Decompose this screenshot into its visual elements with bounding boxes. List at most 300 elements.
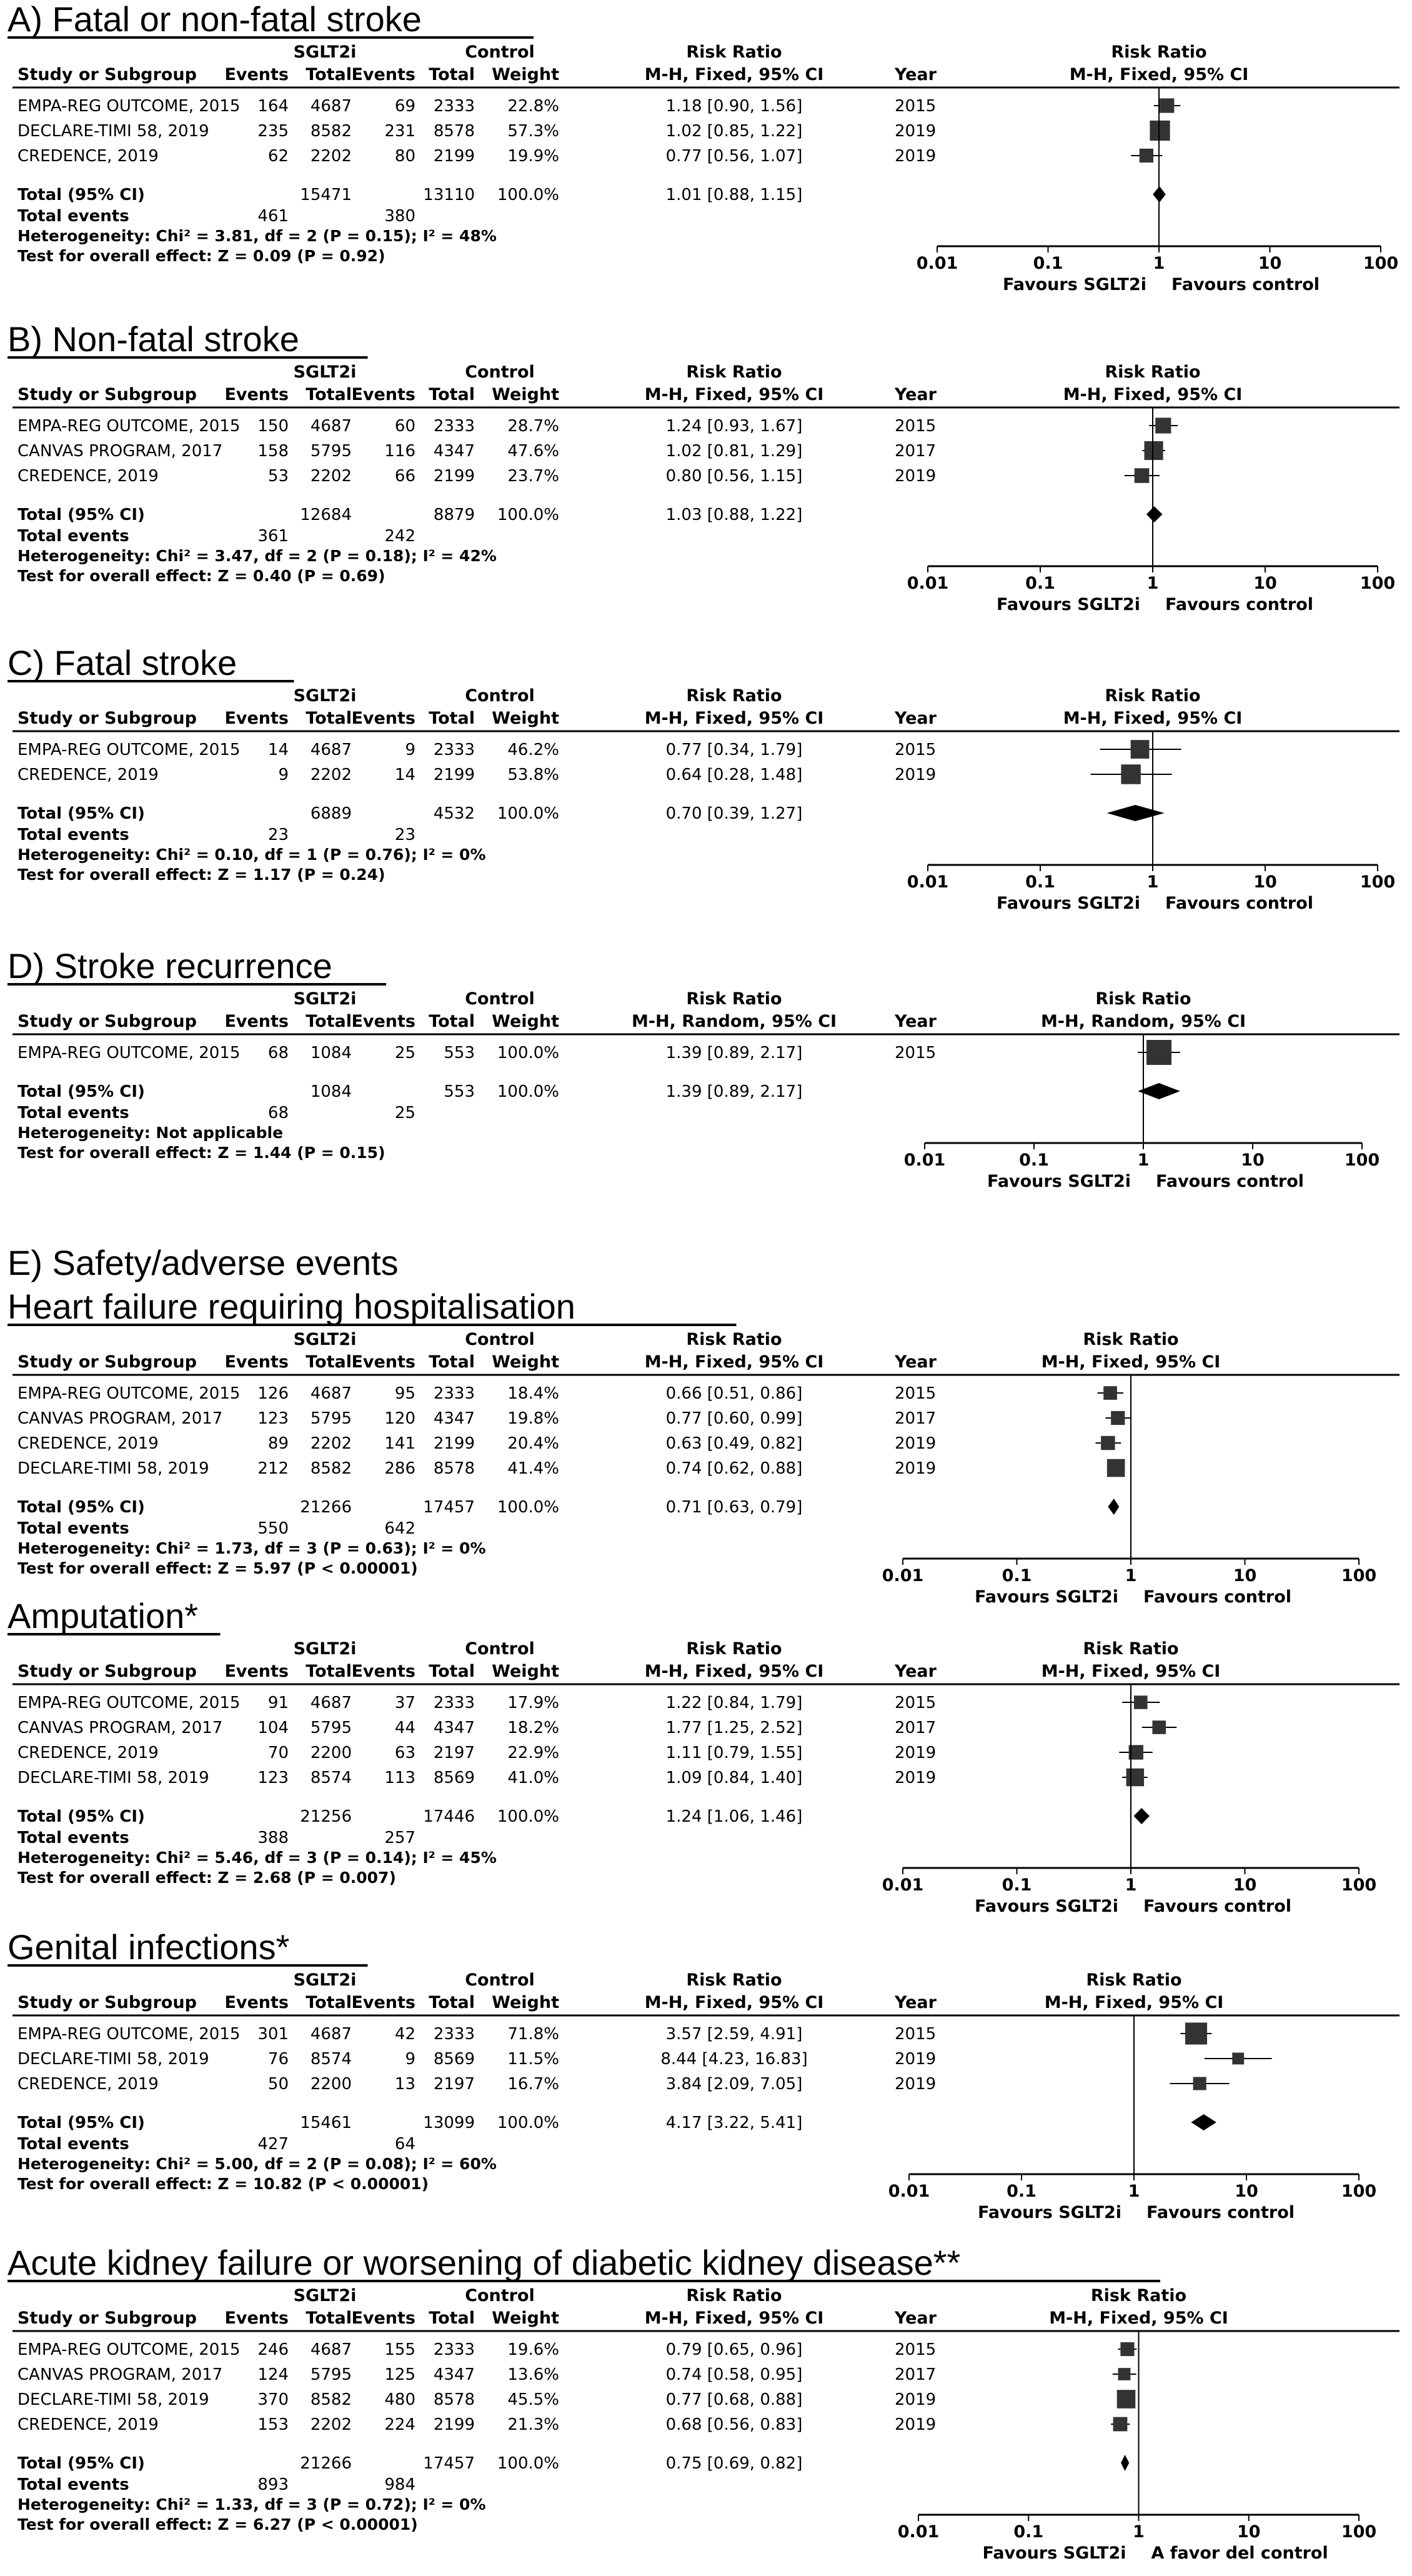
- events-control: 44: [394, 1719, 415, 1737]
- plot-method: M-H, Fixed, 95% CI: [1049, 2309, 1228, 2328]
- study-risk-ratio: 8.44 [4.23, 16.83]: [660, 2050, 808, 2069]
- study-weight: 47.6%: [507, 442, 559, 461]
- total-sglt2i: 8582: [310, 2390, 352, 2409]
- total-label: Total (95% CI): [17, 1498, 145, 1517]
- total-n-control: 17457: [423, 1498, 475, 1517]
- column-study: Study or Subgroup: [17, 2309, 197, 2328]
- x-tick-label: 0.1: [1033, 254, 1063, 273]
- column-events: Events: [224, 1662, 289, 1681]
- favours-left-label: Favours SGLT2i: [1002, 275, 1146, 294]
- favours-left-label: Favours SGLT2i: [987, 1172, 1131, 1191]
- study-square: [1193, 2077, 1206, 2090]
- total-sglt2i: 5795: [310, 1719, 352, 1737]
- x-tick-label: 100: [1341, 1566, 1377, 1585]
- group-label-sglt2i: SGLT2i: [293, 1330, 357, 1349]
- total-sglt2i: 1084: [310, 1044, 352, 1062]
- events-control: 63: [394, 1744, 415, 1762]
- total-events-control: 380: [384, 207, 415, 226]
- events-sglt2i: 14: [267, 741, 289, 759]
- column-method: M-H, Fixed, 95% CI: [644, 1662, 824, 1681]
- study-year: 2019: [895, 1434, 937, 1453]
- study-weight: 17.9%: [507, 1694, 559, 1712]
- total-control: 4347: [433, 442, 475, 461]
- total-risk-ratio: 1.01 [0.88, 1.15]: [665, 186, 803, 204]
- overall-effect-text: Test for overall effect: Z = 10.82 (P < 0.00001): [17, 2175, 429, 2193]
- x-tick-label: 100: [1344, 1151, 1380, 1170]
- total-control: 2333: [433, 1694, 475, 1712]
- study-name: EMPA-REG OUTCOME, 2015: [17, 2025, 241, 2044]
- study-weight: 53.8%: [507, 766, 559, 784]
- study-square: [1146, 1040, 1171, 1065]
- study-risk-ratio: 3.84 [2.09, 7.05]: [665, 2075, 803, 2094]
- column-events: Events: [224, 1993, 289, 2012]
- heterogeneity-text: Heterogeneity: Not applicable: [17, 1124, 284, 1142]
- study-name: EMPA-REG OUTCOME, 2015: [17, 417, 241, 436]
- risk-ratio-header: Risk Ratio: [686, 2286, 782, 2305]
- total-sglt2i: 2202: [310, 766, 352, 784]
- study-square: [1152, 1720, 1166, 1734]
- group-label-control: Control: [465, 1970, 535, 1990]
- column-events: Events: [224, 709, 289, 728]
- x-tick-label: 10: [1258, 254, 1282, 273]
- column-year: Year: [895, 1662, 937, 1681]
- events-control: 224: [384, 2415, 415, 2434]
- total-weight: 100.0%: [497, 804, 559, 823]
- column-total: Total: [429, 1993, 475, 2012]
- study-name: EMPA-REG OUTCOME, 2015: [17, 1384, 241, 1403]
- heterogeneity-text: Heterogeneity: Chi² = 3.81, df = 2 (P = 0.15); I² = 48%: [17, 227, 497, 245]
- study-name: CREDENCE, 2019: [17, 1744, 159, 1762]
- total-n-control: 13110: [423, 186, 475, 204]
- pooled-diamond: [1146, 506, 1163, 522]
- favours-right-label: Favours control: [1156, 1172, 1305, 1191]
- study-year: 2015: [895, 1044, 937, 1062]
- events-sglt2i: 150: [257, 417, 289, 436]
- total-n-sglt2i: 6889: [310, 804, 352, 823]
- study-square: [1160, 98, 1174, 112]
- total-sglt2i: 8582: [310, 122, 352, 141]
- total-events-label: Total events: [17, 527, 129, 546]
- total-risk-ratio: 1.39 [0.89, 2.17]: [665, 1082, 803, 1101]
- study-weight: 22.9%: [507, 1744, 559, 1762]
- x-tick-label: 1: [1146, 574, 1159, 593]
- forest-panel: [7, 643, 1400, 913]
- total-control: 553: [444, 1044, 475, 1062]
- column-weight: Weight: [492, 65, 559, 84]
- column-events: Events: [224, 385, 289, 404]
- x-tick-label: 0.01: [907, 872, 949, 892]
- study-risk-ratio: 0.66 [0.51, 0.86]: [665, 1384, 803, 1403]
- column-total: Total: [306, 2309, 352, 2328]
- events-control: 60: [394, 417, 415, 436]
- study-year: 2017: [895, 442, 937, 461]
- events-sglt2i: 70: [267, 1744, 289, 1762]
- events-sglt2i: 89: [267, 1434, 289, 1453]
- pooled-diamond: [1108, 1499, 1119, 1515]
- total-sglt2i: 2202: [310, 1434, 352, 1453]
- total-control: 2333: [433, 2340, 475, 2359]
- total-events-sglt2i: 461: [257, 207, 289, 226]
- overall-effect-text: Test for overall effect: Z = 0.09 (P = 0.92): [17, 247, 385, 265]
- plot-risk-ratio-header: Risk Ratio: [1090, 2286, 1187, 2305]
- column-method: M-H, Fixed, 95% CI: [644, 1352, 824, 1372]
- panel-title: D) Stroke recurrence: [7, 946, 332, 986]
- group-label-control: Control: [465, 2286, 535, 2305]
- study-square: [1118, 2368, 1131, 2380]
- column-method: M-H, Fixed, 95% CI: [644, 709, 824, 728]
- events-sglt2i: 50: [267, 2075, 289, 2094]
- total-sglt2i: 8574: [310, 1769, 352, 1787]
- total-label: Total (95% CI): [17, 506, 145, 524]
- total-n-control: 553: [444, 1082, 475, 1101]
- study-square: [1135, 468, 1150, 483]
- total-events-sglt2i: 68: [267, 1104, 289, 1122]
- x-tick-label: 0.1: [1025, 574, 1055, 593]
- forest-panel: [7, 319, 1400, 614]
- x-tick-label: 0.01: [907, 574, 949, 593]
- total-control: 2197: [433, 2075, 475, 2094]
- column-year: Year: [895, 709, 937, 728]
- events-sglt2i: 164: [257, 97, 289, 116]
- study-name: DECLARE-TIMI 58, 2019: [17, 1459, 209, 1478]
- study-risk-ratio: 0.74 [0.58, 0.95]: [665, 2365, 803, 2384]
- x-tick-label: 0.1: [1019, 1151, 1049, 1170]
- total-risk-ratio: 0.70 [0.39, 1.27]: [665, 804, 803, 823]
- column-study: Study or Subgroup: [17, 65, 197, 84]
- total-sglt2i: 2202: [310, 147, 352, 166]
- total-control: 8578: [433, 122, 475, 141]
- column-study: Study or Subgroup: [17, 1352, 197, 1372]
- plot-risk-ratio-header: Risk Ratio: [1111, 42, 1207, 62]
- favours-left-label: Favours SGLT2i: [996, 894, 1140, 913]
- total-events-label: Total events: [17, 2475, 129, 2494]
- column-year: Year: [895, 385, 937, 404]
- column-method: M-H, Random, 95% CI: [631, 1012, 837, 1031]
- study-square: [1232, 2053, 1244, 2065]
- plot-risk-ratio-header: Risk Ratio: [1083, 1639, 1179, 1659]
- total-sglt2i: 2200: [310, 2075, 352, 2094]
- column-events: Events: [351, 2309, 415, 2328]
- column-events: Events: [224, 1352, 289, 1372]
- x-tick-label: 1: [1125, 1566, 1137, 1585]
- total-events-label: Total events: [17, 1829, 129, 1847]
- study-weight: 41.4%: [507, 1459, 559, 1478]
- column-study: Study or Subgroup: [17, 385, 197, 404]
- total-events-sglt2i: 388: [257, 1829, 289, 1847]
- study-weight: 20.4%: [507, 1434, 559, 1453]
- total-sglt2i: 4687: [310, 97, 352, 116]
- total-events-control: 25: [394, 1104, 415, 1122]
- x-tick-label: 10: [1241, 1151, 1265, 1170]
- risk-ratio-header: Risk Ratio: [686, 686, 782, 706]
- column-events: Events: [351, 1352, 415, 1372]
- favours-right-label: Favours control: [1143, 1897, 1292, 1916]
- x-tick-label: 100: [1363, 254, 1399, 273]
- x-tick-label: 10: [1253, 574, 1277, 593]
- column-total: Total: [429, 1662, 475, 1681]
- study-year: 2019: [895, 2390, 937, 2409]
- events-sglt2i: 158: [257, 442, 289, 461]
- pooled-diamond: [1138, 1083, 1180, 1099]
- total-events-sglt2i: 23: [267, 826, 289, 844]
- study-weight: 19.9%: [507, 147, 559, 166]
- study-year: 2019: [895, 2075, 937, 2094]
- events-sglt2i: 235: [257, 122, 289, 141]
- study-year: 2017: [895, 2365, 937, 2384]
- plot-risk-ratio-header: Risk Ratio: [1083, 1330, 1179, 1349]
- study-name: EMPA-REG OUTCOME, 2015: [17, 97, 241, 116]
- events-control: 141: [384, 1434, 415, 1453]
- x-tick-label: 1: [1153, 254, 1165, 273]
- events-sglt2i: 104: [257, 1719, 289, 1737]
- total-events-control: 64: [394, 2135, 415, 2154]
- total-weight: 100.0%: [497, 1807, 559, 1826]
- study-risk-ratio: 0.64 [0.28, 1.48]: [665, 766, 803, 784]
- study-name: CANVAS PROGRAM, 2017: [17, 1409, 223, 1428]
- total-control: 2333: [433, 741, 475, 759]
- events-control: 155: [384, 2340, 415, 2359]
- study-square: [1126, 1769, 1144, 1786]
- group-label-control: Control: [465, 42, 535, 62]
- pooled-diamond: [1121, 2455, 1129, 2471]
- study-risk-ratio: 1.02 [0.85, 1.22]: [665, 122, 803, 141]
- study-square: [1145, 441, 1163, 460]
- x-tick-label: 0.1: [1002, 1875, 1032, 1895]
- group-label-control: Control: [465, 989, 535, 1009]
- total-control: 2199: [433, 467, 475, 486]
- x-tick-label: 0.01: [903, 1151, 946, 1170]
- total-events-sglt2i: 550: [257, 1519, 289, 1538]
- study-square: [1117, 2390, 1136, 2409]
- favours-right-label: A favor del control: [1151, 2544, 1328, 2563]
- x-tick-label: 100: [1360, 574, 1396, 593]
- events-sglt2i: 301: [257, 2025, 289, 2044]
- study-year: 2015: [895, 1694, 937, 1712]
- study-risk-ratio: 0.68 [0.56, 0.83]: [665, 2415, 803, 2434]
- risk-ratio-header: Risk Ratio: [686, 1970, 782, 1990]
- study-weight: 21.3%: [507, 2415, 559, 2434]
- events-control: 13: [394, 2075, 415, 2094]
- x-tick-label: 100: [1341, 2522, 1377, 2542]
- plot-risk-ratio-header: Risk Ratio: [1086, 1970, 1182, 1990]
- study-year: 2019: [895, 2050, 937, 2069]
- total-control: 4347: [433, 1409, 475, 1428]
- x-tick-label: 0.01: [882, 1566, 924, 1585]
- study-weight: 100.0%: [497, 1044, 559, 1062]
- total-control: 2333: [433, 417, 475, 436]
- risk-ratio-header: Risk Ratio: [686, 989, 782, 1009]
- study-risk-ratio: 1.77 [1.25, 2.52]: [665, 1719, 803, 1737]
- events-control: 66: [394, 467, 415, 486]
- study-risk-ratio: 0.63 [0.49, 0.82]: [665, 1434, 803, 1453]
- study-name: EMPA-REG OUTCOME, 2015: [17, 1694, 241, 1712]
- study-name: DECLARE-TIMI 58, 2019: [17, 122, 209, 141]
- events-sglt2i: 246: [257, 2340, 289, 2359]
- total-risk-ratio: 1.03 [0.88, 1.22]: [665, 506, 803, 524]
- forest-panel: [7, 946, 1400, 1191]
- study-year: 2015: [895, 2340, 937, 2359]
- total-weight: 100.0%: [497, 2454, 559, 2473]
- study-square: [1185, 2022, 1207, 2044]
- events-sglt2i: 123: [257, 1769, 289, 1787]
- total-n-sglt2i: 21266: [300, 2454, 352, 2473]
- overall-effect-text: Test for overall effect: Z = 1.44 (P = 0.15): [17, 1144, 385, 1162]
- column-events: Events: [351, 385, 415, 404]
- column-method: M-H, Fixed, 95% CI: [644, 385, 824, 404]
- study-weight: 16.7%: [507, 2075, 559, 2094]
- total-events-control: 642: [384, 1519, 415, 1538]
- study-weight: 11.5%: [507, 2050, 559, 2069]
- x-tick-label: 0.01: [888, 2182, 930, 2201]
- column-total: Total: [306, 385, 352, 404]
- total-sglt2i: 5795: [310, 442, 352, 461]
- total-n-sglt2i: 21266: [300, 1498, 352, 1517]
- overall-effect-text: Test for overall effect: Z = 1.17 (P = 0.24): [17, 866, 385, 884]
- study-square: [1103, 1386, 1117, 1400]
- total-n-control: 17446: [423, 1807, 475, 1826]
- total-n-sglt2i: 1084: [310, 1082, 352, 1101]
- study-weight: 57.3%: [507, 122, 559, 141]
- column-weight: Weight: [492, 1012, 559, 1031]
- plot-method: M-H, Fixed, 95% CI: [1041, 1352, 1221, 1372]
- group-label-sglt2i: SGLT2i: [293, 362, 357, 382]
- x-tick-label: 0.1: [1025, 872, 1055, 892]
- study-name: DECLARE-TIMI 58, 2019: [17, 1769, 209, 1787]
- study-name: EMPA-REG OUTCOME, 2015: [17, 2340, 241, 2359]
- total-events-label: Total events: [17, 826, 129, 844]
- total-n-sglt2i: 15461: [300, 2114, 352, 2132]
- column-total: Total: [429, 2309, 475, 2328]
- total-weight: 100.0%: [497, 1498, 559, 1517]
- total-risk-ratio: 0.75 [0.69, 0.82]: [665, 2454, 803, 2473]
- overall-effect-text: Test for overall effect: Z = 2.68 (P = 0.007): [17, 1869, 396, 1887]
- plot-method: M-H, Fixed, 95% CI: [1063, 385, 1243, 404]
- plot-risk-ratio-header: Risk Ratio: [1105, 686, 1201, 706]
- study-year: 2017: [895, 1719, 937, 1737]
- column-total: Total: [429, 1352, 475, 1372]
- panel-title: C) Fatal stroke: [7, 643, 237, 682]
- column-weight: Weight: [492, 2309, 559, 2328]
- plot-risk-ratio-header: Risk Ratio: [1095, 989, 1191, 1009]
- x-tick-label: 0.01: [882, 1875, 924, 1895]
- total-sglt2i: 8582: [310, 1459, 352, 1478]
- total-control: 8569: [433, 1769, 475, 1787]
- forest-panel: [7, 1243, 1400, 1607]
- study-risk-ratio: 1.18 [0.90, 1.56]: [665, 97, 803, 116]
- panel-title: Acute kidney failure or worsening of diabetic kidney disease**: [7, 2243, 961, 2282]
- events-sglt2i: 9: [278, 766, 289, 784]
- events-sglt2i: 123: [257, 1409, 289, 1428]
- study-square: [1121, 764, 1140, 784]
- study-risk-ratio: 0.74 [0.62, 0.88]: [665, 1459, 803, 1478]
- total-label: Total (95% CI): [17, 2454, 145, 2473]
- panel-title: A) Fatal or non-fatal stroke: [7, 0, 422, 39]
- column-events: Events: [351, 1012, 415, 1031]
- study-risk-ratio: 0.80 [0.56, 1.15]: [665, 467, 803, 486]
- column-events: Events: [351, 1662, 415, 1681]
- study-square: [1101, 1436, 1115, 1450]
- total-events-label: Total events: [17, 1104, 129, 1122]
- total-sglt2i: 5795: [310, 2365, 352, 2384]
- total-sglt2i: 4687: [310, 417, 352, 436]
- column-total: Total: [306, 65, 352, 84]
- overall-effect-text: Test for overall effect: Z = 6.27 (P < 0.00001): [17, 2515, 418, 2534]
- study-risk-ratio: 1.22 [0.84, 1.79]: [665, 1694, 803, 1712]
- total-control: 2197: [433, 1744, 475, 1762]
- total-n-sglt2i: 12684: [300, 506, 352, 524]
- total-control: 2333: [433, 1384, 475, 1403]
- forest-panel: [7, 2243, 1400, 2563]
- pooled-diamond: [1134, 1808, 1150, 1824]
- total-n-sglt2i: 21256: [300, 1807, 352, 1826]
- study-risk-ratio: 1.39 [0.89, 2.17]: [665, 1044, 803, 1062]
- events-control: 37: [394, 1694, 415, 1712]
- column-events: Events: [351, 1993, 415, 2012]
- x-tick-label: 0.1: [1007, 2182, 1037, 2201]
- overall-effect-text: Test for overall effect: Z = 5.97 (P < 0.00001): [17, 1559, 418, 1577]
- panel-title: Amputation*: [7, 1596, 199, 1635]
- events-control: 9: [405, 2050, 415, 2069]
- events-control: 286: [384, 1459, 415, 1478]
- total-sglt2i: 8574: [310, 2050, 352, 2069]
- heterogeneity-text: Heterogeneity: Chi² = 3.47, df = 2 (P = 0.18); I² = 42%: [17, 547, 497, 565]
- x-tick-label: 0.01: [897, 2522, 940, 2542]
- total-weight: 100.0%: [497, 506, 559, 524]
- study-name: CANVAS PROGRAM, 2017: [17, 1719, 223, 1737]
- x-tick-label: 0.01: [916, 254, 958, 273]
- x-tick-label: 1: [1128, 2182, 1140, 2201]
- study-weight: 22.8%: [507, 97, 559, 116]
- column-events: Events: [224, 65, 289, 84]
- events-control: 113: [384, 1769, 415, 1787]
- study-weight: 23.7%: [507, 467, 559, 486]
- plot-method: M-H, Fixed, 95% CI: [1041, 1662, 1221, 1681]
- favours-left-label: Favours SGLT2i: [977, 2203, 1121, 2222]
- study-square: [1113, 2417, 1128, 2432]
- total-sglt2i: 5795: [310, 1409, 352, 1428]
- plot-method: M-H, Random, 95% CI: [1040, 1012, 1246, 1031]
- study-name: CREDENCE, 2019: [17, 766, 159, 784]
- study-risk-ratio: 1.09 [0.84, 1.40]: [665, 1769, 803, 1787]
- total-n-control: 17457: [423, 2454, 475, 2473]
- total-risk-ratio: 0.71 [0.63, 0.79]: [665, 1498, 803, 1517]
- total-weight: 100.0%: [497, 186, 559, 204]
- study-year: 2019: [895, 467, 937, 486]
- events-sglt2i: 76: [267, 2050, 289, 2069]
- column-study: Study or Subgroup: [17, 1012, 197, 1031]
- plot-method: M-H, Fixed, 95% CI: [1069, 65, 1249, 84]
- pooled-diamond: [1191, 2114, 1216, 2130]
- column-events: Events: [351, 709, 415, 728]
- study-year: 2019: [895, 2415, 937, 2434]
- events-control: 231: [384, 122, 415, 141]
- events-sglt2i: 153: [257, 2415, 289, 2434]
- column-study: Study or Subgroup: [17, 1662, 197, 1681]
- events-sglt2i: 124: [257, 2365, 289, 2384]
- total-label: Total (95% CI): [17, 186, 145, 204]
- x-tick-label: 100: [1360, 872, 1396, 892]
- study-risk-ratio: 1.11 [0.79, 1.55]: [665, 1744, 803, 1762]
- column-events: Events: [224, 1012, 289, 1031]
- column-weight: Weight: [492, 1993, 559, 2012]
- study-year: 2019: [895, 766, 937, 784]
- column-total: Total: [429, 709, 475, 728]
- favours-right-label: Favours control: [1146, 2203, 1295, 2222]
- study-weight: 19.8%: [507, 1409, 559, 1428]
- favours-right-label: Favours control: [1171, 275, 1320, 294]
- x-tick-label: 10: [1233, 1566, 1257, 1585]
- forest-panel: [7, 0, 1400, 294]
